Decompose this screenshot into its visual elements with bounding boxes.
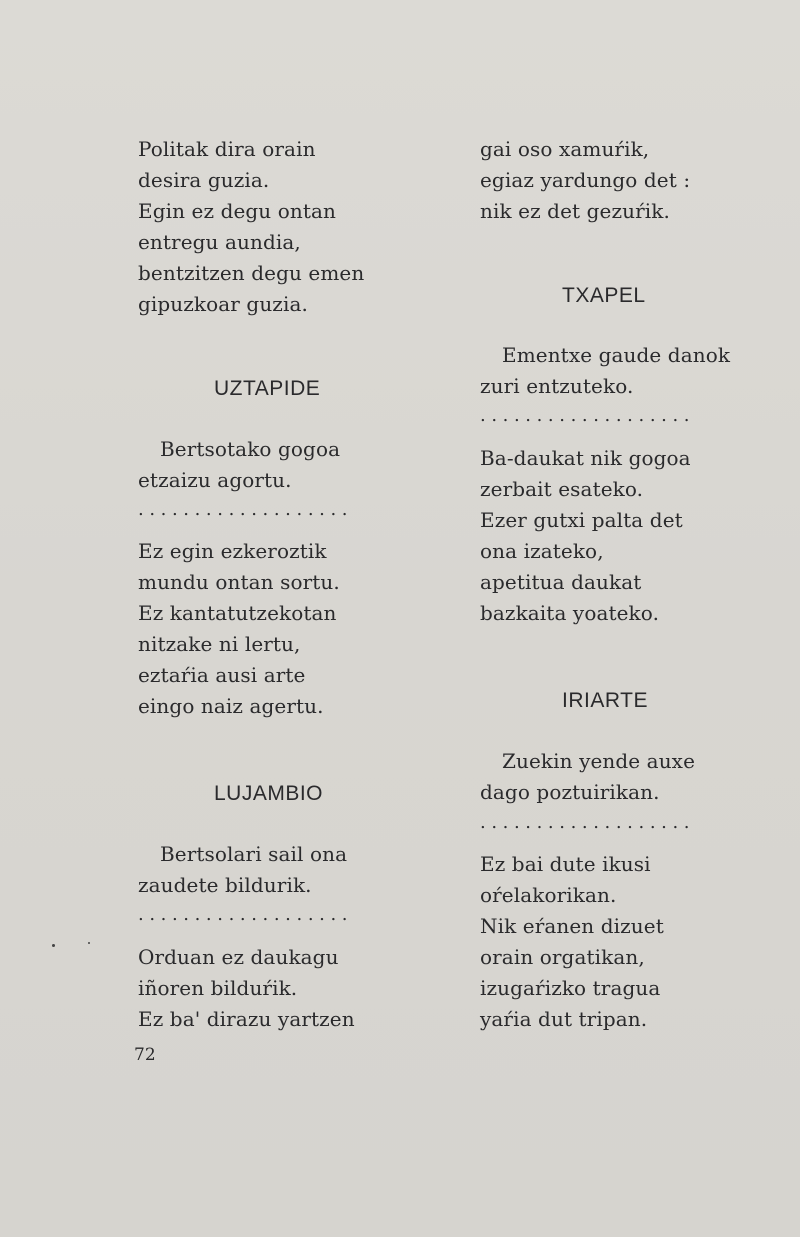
- verse-line: iñoren bilduŕik.: [138, 976, 298, 1000]
- verse-line: gipuzkoar guzia.: [138, 292, 308, 316]
- verse-line: entregu aundia,: [138, 230, 301, 254]
- intro-stanza: [138, 134, 364, 320]
- opening-couplet-uztapide: [138, 434, 340, 496]
- stanza-lujambio: [138, 942, 355, 1035]
- verse-line: nitzake ni lertu,: [138, 632, 301, 656]
- verse-line: eztaŕia ausi arte: [138, 663, 306, 687]
- verse-line: Bertsolari sail ona: [160, 842, 348, 866]
- stanza-txapel: [480, 443, 691, 629]
- opening-couplet-iriarte: [480, 746, 695, 808]
- verse-line: desira guzia.: [138, 168, 270, 192]
- verse-line: nik ez det gezuŕik.: [480, 199, 670, 223]
- section-title-iriarte: IRIARTE: [562, 689, 648, 712]
- verse-line: Ba-daukat nik gogoa: [480, 446, 691, 470]
- verse-line: Politak dira orain: [138, 137, 316, 161]
- verse-line: ona izateko,: [480, 539, 604, 563]
- verse-line: yaŕia dut tripan.: [480, 1007, 648, 1031]
- stanza-iriarte: [480, 849, 664, 1035]
- verse-line: Ez bai dute ikusi: [480, 852, 651, 876]
- paper-speck: [52, 944, 55, 947]
- verse-line: Orduan ez daukagu: [138, 945, 339, 969]
- verse-line: bentzitzen degu emen: [138, 261, 365, 285]
- verse-line: Ez ba' dirazu yartzen: [138, 1007, 355, 1031]
- verse-line: Ez kantatutzekotan: [138, 601, 337, 625]
- verse-line: eingo naiz agertu.: [138, 694, 324, 718]
- verse-line: zaudete bildurik.: [138, 873, 312, 897]
- verse-line: apetitua daukat: [480, 570, 642, 594]
- verse-line: Ementxe gaude danok: [502, 343, 731, 367]
- opening-couplet-txapel: [480, 340, 730, 402]
- ellipsis-divider: ...................: [138, 904, 354, 925]
- verse-line: mundu ontan sortu.: [138, 570, 340, 594]
- verse-line: Bertsotako gogoa: [160, 437, 341, 461]
- verse-line: gai oso xamuŕik,: [480, 137, 650, 161]
- verse-line: orain orgatikan,: [480, 945, 645, 969]
- verse-line: dago poztuirikan.: [480, 780, 660, 804]
- verse-line: Nik eŕanen dizuet: [480, 914, 664, 938]
- opening-couplet-lujambio: [138, 839, 347, 901]
- verse-line: zuri entzuteko.: [480, 374, 634, 398]
- ellipsis-divider: ...................: [480, 405, 696, 426]
- paper-speck: [88, 942, 90, 944]
- verse-line: bazkaita yoateko.: [480, 601, 660, 625]
- verse-line: Ezer gutxi palta det: [480, 508, 683, 532]
- verse-line: etzaizu agortu.: [138, 468, 292, 492]
- ellipsis-divider: ...................: [138, 499, 354, 520]
- section-title-lujambio: LUJAMBIO: [214, 782, 324, 805]
- ellipsis-divider: ...................: [480, 812, 696, 833]
- verse-line: zerbait esateko.: [480, 477, 644, 501]
- verse-line: oŕelakorikan.: [480, 883, 617, 907]
- page-number: 72: [134, 1045, 156, 1065]
- verse-line: Egin ez degu ontan: [138, 199, 337, 223]
- section-title-uztapide: UZTAPIDE: [214, 377, 321, 400]
- verse-line: egiaz yardungo det :: [480, 168, 691, 192]
- continuation-stanza: [480, 134, 690, 227]
- verse-line: izugaŕizko tragua: [480, 976, 661, 1000]
- section-title-txapel: TXAPEL: [562, 284, 646, 307]
- stanza-uztapide: [138, 536, 340, 722]
- verse-line: Zuekin yende auxe: [502, 749, 695, 773]
- verse-line: Ez egin ezkeroztik: [138, 539, 327, 563]
